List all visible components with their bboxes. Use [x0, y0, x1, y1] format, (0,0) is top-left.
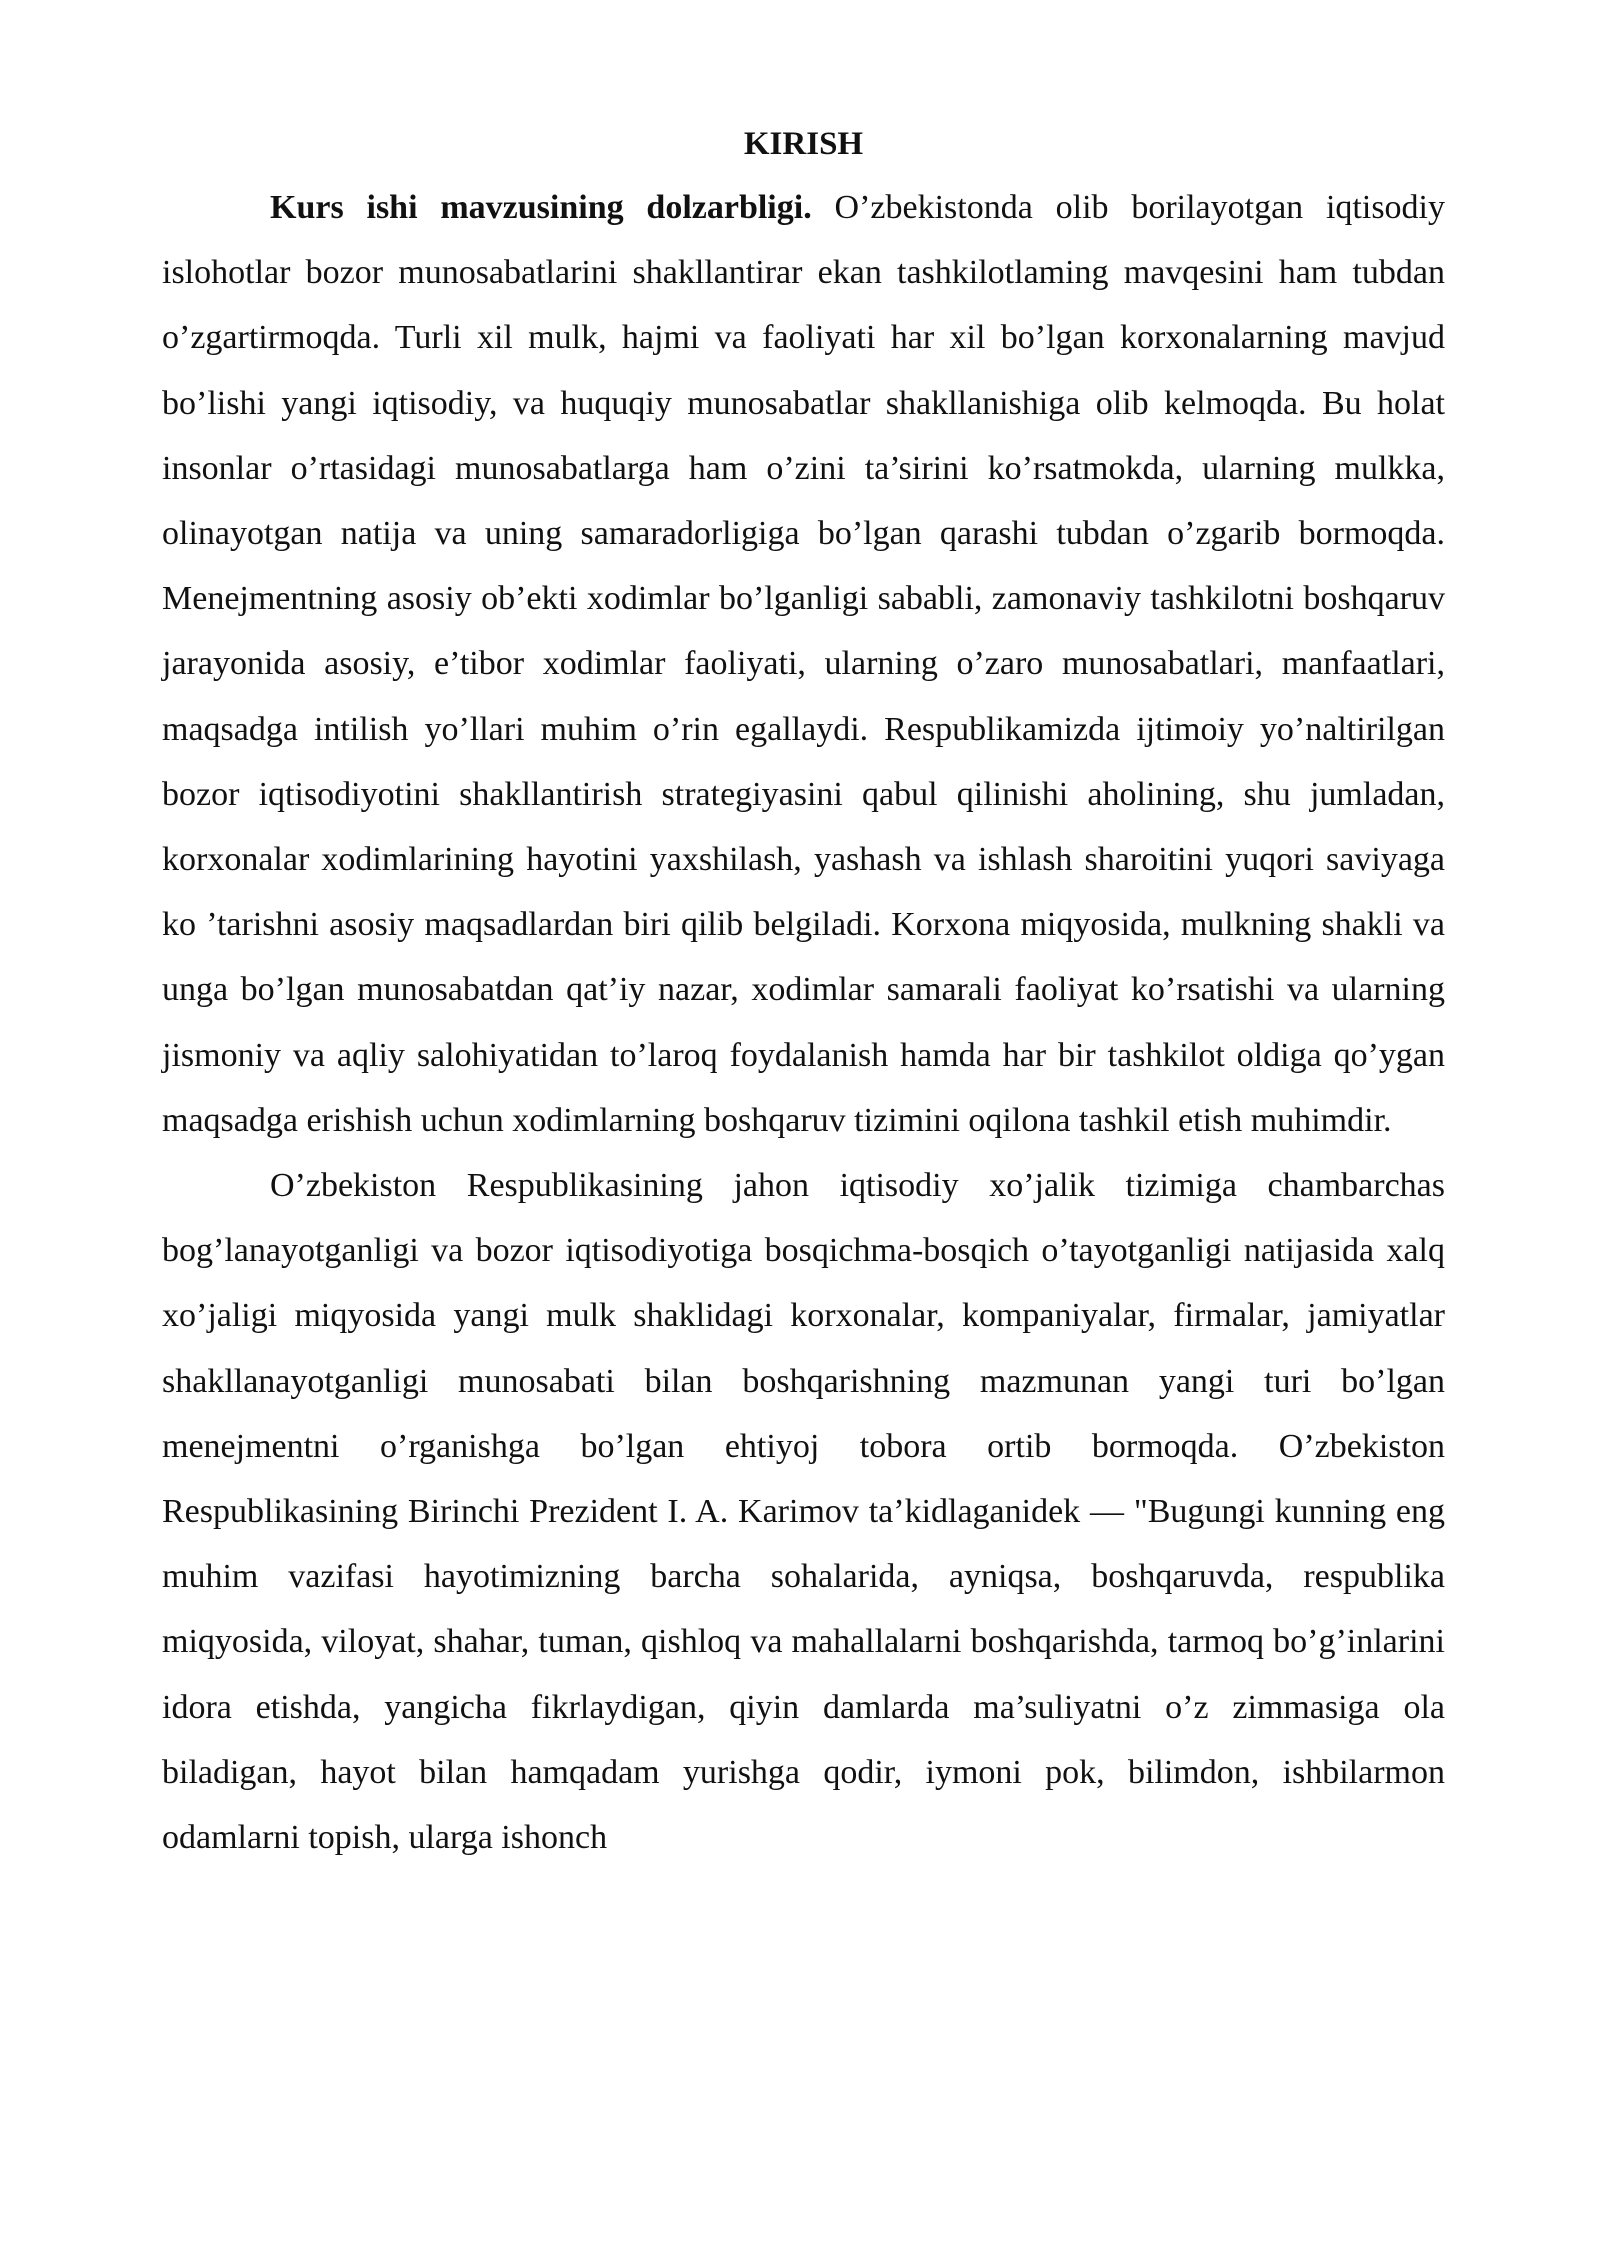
document-page: [162, 118, 1445, 1870]
paragraph-context: [162, 1153, 1445, 1870]
paragraph-text: O’zbekiston Respublikasining jahon iqtisodiy xo’jalik tizimiga chambarchas bog’lanayotganligi va bozor iqtisodiyotiga bosqichma-bosqich o’tayotganligi natijasida xalq xo’jaligi miqyosida yangi mulk shaklidagi korxonalar, kompaniyalar, firmalar, jamiyatlar shakllanayotganligi munosabati bilan boshqarishning mazmunan yangi turi bo’lgan menejmentni o’rganishga bo’lgan ehtiyoj tobora ortib bormoqda. O’zbekiston Respublikasining Birinchi Prezident I. A. Karimov ta’kidlaganidek — "Bugungi kunning eng muhim vazifasi hayotimizning barcha sohalarida, ayniqsa, boshqaruvda, respublika miqyosida, viloyat, shahar, tuman, qishloq va mahallalarni boshqarishda, tarmoq bo’g’inlarini idora etishda, yangicha fikrlaydigan, qiyin damlarda ma’suliyatni o’z zimmasiga ola biladigan, hayot bilan hamqadam yurishga qodir, iymoni pok, bilimdon, ishbilarmon odamlarni topish, ularga ishonch: [162, 1167, 1445, 1857]
paragraph-text: O’zbekistonda olib borilayotgan iqtisodiy islohotlar bozor munosabatlarini shakllantirar ekan tashkilotlaming mavqesini ham tubdan o’zgartirmoqda. Turli xil mulk, hajmi va faoliyati har xil bo’lgan korxonalarning mavjud bo’lishi yangi iqtisodiy, va huquqiy munosabatlar shakllanishiga olib kelmoqda. Bu holat insonlar o’rtasidagi munosabatlarga ham o’zini ta’sirini ko’rsatmokda, ularning mulkka, olinayotgan natija va uning samaradorligiga bo’lgan qarashi tubdan o’zgarib bormoqda. Menejmentning asosiy ob’ekti xodimlar bo’lganligi sababli, zamonaviy tashkilotni boshqaruv jarayonida asosiy, e’tibor xodimlar faoliyati, ularning o’zaro munosabatlari, manfaatlari, maqsadga intilish yo’llari muhim o’rin egallaydi. Respublikamizda ijtimoiy yo’naltirilgan bozor iqtisodiyotini shakllantirish strategiyasini qabul qilinishi aholining, shu jumladan, korxonalar xodimlarining hayotini yaxshilash, yashash va ishlash sharoitini yuqori saviyaga ko ’tarishni asosiy maqsadlardan biri qilib belgiladi. Korxona miqyosida, mulkning shakli va unga bo’lgan munosabatdan qat’iy nazar, xodimlar samarali faoliyat ko’rsatishi va ularning jismoniy va aqliy salohiyatidan to’laroq foydalanish hamda har bir tashkilot oldiga qo’ygan maqsadga erishish uchun xodimlarning boshqaruv tizimini oqilona tashkil etish muhimdir.: [162, 189, 1446, 1139]
section-title: KIRISH: [743, 126, 864, 162]
paragraph-lead: Kurs ishi mavzusining dolzarbligi.: [270, 189, 812, 226]
paragraph-relevance: [162, 175, 1445, 1153]
